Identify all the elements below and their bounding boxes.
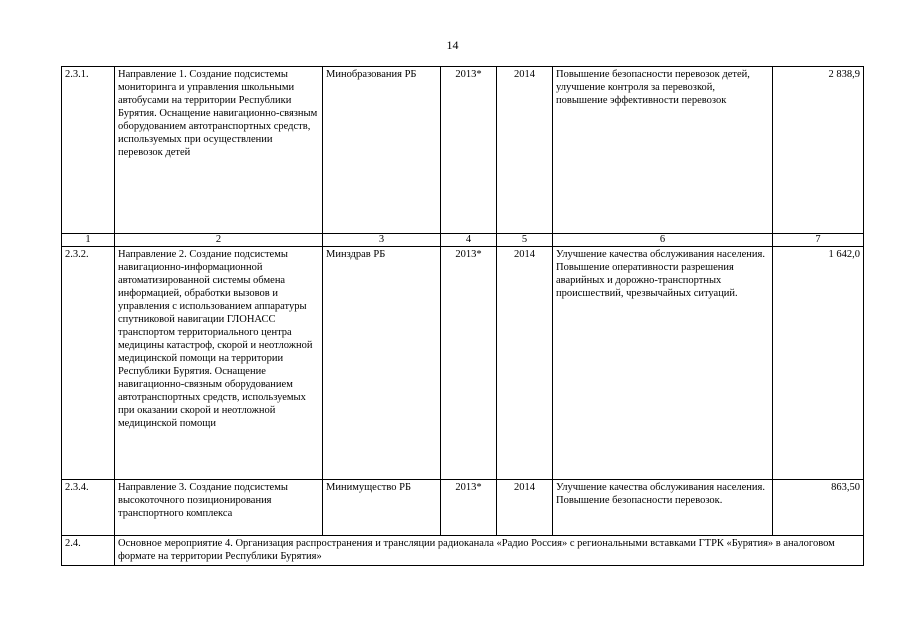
table-row [62, 247, 864, 480]
column-number: 7 [773, 234, 864, 247]
page-number: 14 [446, 38, 459, 52]
row-start-year: 2013* [441, 247, 497, 480]
row-executor: Минздрав РБ [323, 247, 441, 480]
row-name: Направление 1. Создание подсистемы мониторинга и управления школьными автобусами на территории Республики Бурятия. Оснащение навигационно-связным оборудованием автотранспортных средств, используемых при осуществлении перевозок детей [115, 67, 323, 234]
row-main-text: Основное мероприятие 4. Организация распространения и трансляции радиоканала «Радио Россия» с региональными вставками ГТРК «Бурятия» в аналоговом формате на территории Республики Бурятия» [115, 536, 864, 566]
row-amount: 863,50 [773, 480, 864, 536]
row-code: 2.3.2. [62, 247, 115, 480]
row-end-year: 2014 [497, 67, 553, 234]
row-start-year: 2013* [441, 480, 497, 536]
program-table [61, 66, 864, 566]
column-number: 3 [323, 234, 441, 247]
table-row-main [62, 536, 864, 566]
column-number: 5 [497, 234, 553, 247]
column-number: 4 [441, 234, 497, 247]
row-amount: 2 838,9 [773, 67, 864, 234]
row-result: Улучшение качества обслуживания населения. Повышение безопасности перевозок. [553, 480, 773, 536]
column-number: 2 [115, 234, 323, 247]
row-executor: Минобразования РБ [323, 67, 441, 234]
row-name: Направление 3. Создание подсистемы высокоточного позиционирования транспортного комплекса [115, 480, 323, 536]
column-number-row [62, 234, 864, 247]
row-code: 2.3.1. [62, 67, 115, 234]
table-row [62, 67, 864, 234]
row-start-year: 2013* [441, 67, 497, 234]
column-number: 6 [553, 234, 773, 247]
row-result: Повышение безопасности перевозок детей, улучшение контроля за перевозкой, повышение эффективности перевозок [553, 67, 773, 234]
row-executor: Минимущество РБ [323, 480, 441, 536]
row-result: Улучшение качества обслуживания населения. Повышение оперативности разрешения аварийных и дорожно-транспортных происшествий, чрезвычайных ситуаций. [553, 247, 773, 480]
row-end-year: 2014 [497, 247, 553, 480]
row-end-year: 2014 [497, 480, 553, 536]
table-row [62, 480, 864, 536]
row-code: 2.4. [62, 536, 115, 566]
row-code: 2.3.4. [62, 480, 115, 536]
row-name: Направление 2. Создание подсистемы навигационно-информационной автоматизированной системы обмена информацией, обработки вызовов и управления с использованием аппаратуры спутниковой навигации ГЛОНАСС транспортом территориального центра медицины катастроф, скорой и неотложной медицинской помощи на территории Республики Бурятия. Оснащение навигационно-связным оборудованием автотранспортных средств, используемых при оказании скорой и неотложной медицинской помощи [115, 247, 323, 480]
column-number: 1 [62, 234, 115, 247]
row-amount: 1 642,0 [773, 247, 864, 480]
